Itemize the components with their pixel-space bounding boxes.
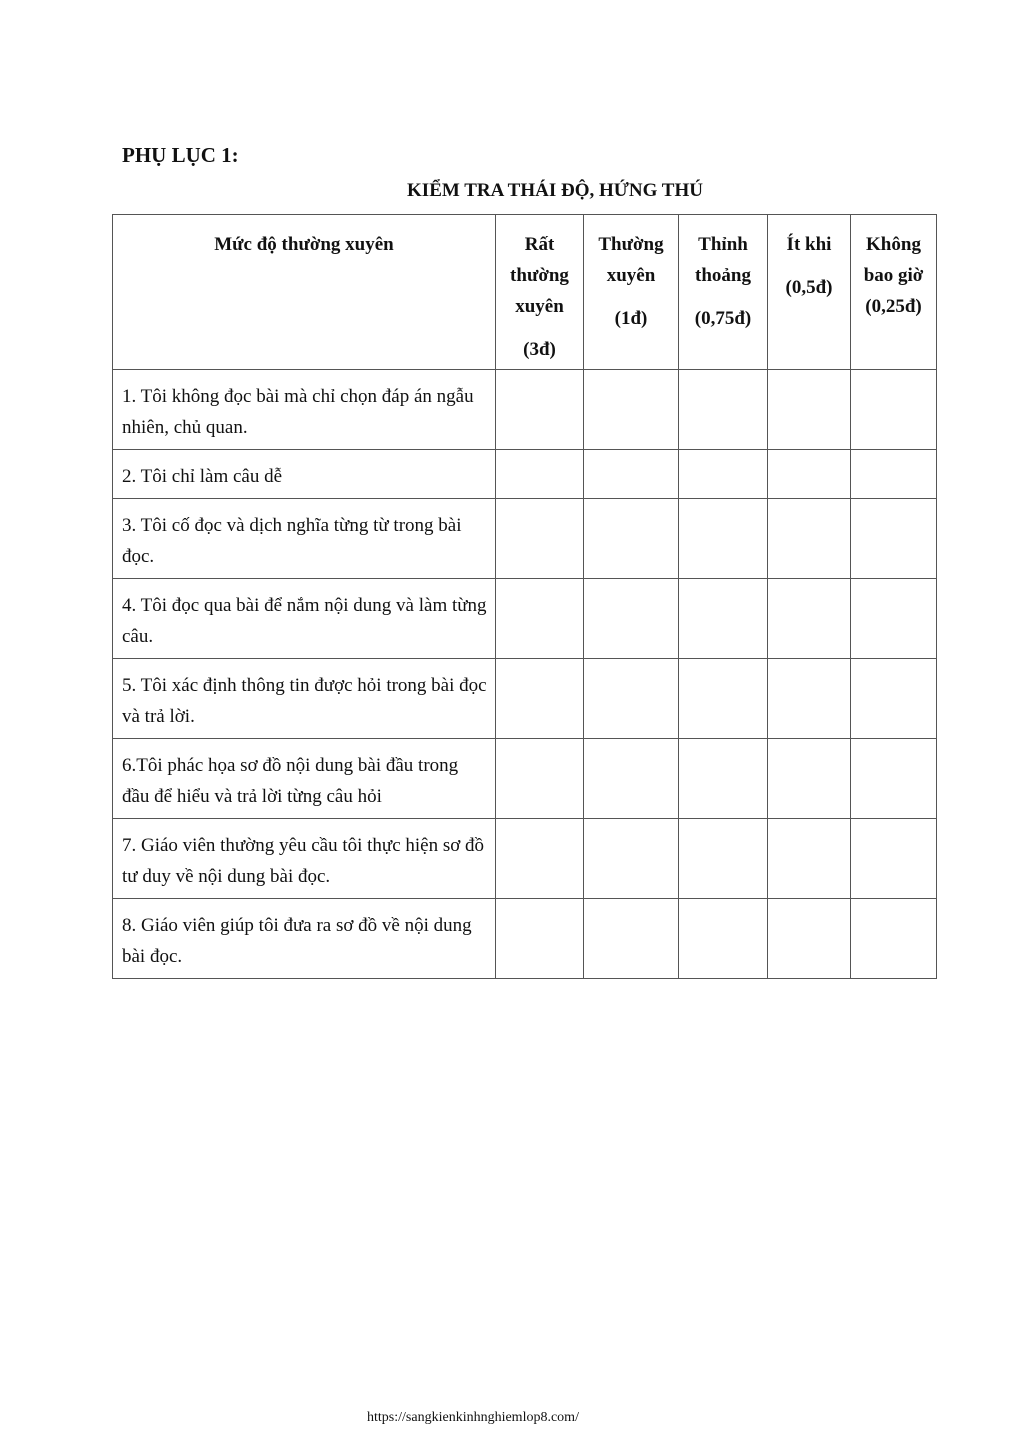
header-rarely <box>768 215 851 370</box>
answer-cell[interactable] <box>768 370 851 450</box>
answer-cell[interactable] <box>679 739 768 819</box>
header-very-often <box>496 215 584 370</box>
answer-cell[interactable] <box>496 450 584 499</box>
table-row <box>113 819 937 899</box>
answer-cell[interactable] <box>679 450 768 499</box>
answer-cell[interactable] <box>768 499 851 579</box>
answer-cell[interactable] <box>851 370 937 450</box>
statement-cell: 1. Tôi không đọc bài mà chỉ chọn đáp án ngẫu nhiên, chủ quan. <box>113 370 496 450</box>
table-row <box>113 450 937 499</box>
statement-cell: 7. Giáo viên thường yêu cầu tôi thực hiện sơ đồ tư duy về nội dung bài đọc. <box>113 819 496 899</box>
answer-cell[interactable] <box>768 659 851 739</box>
statement-cell: 6.Tôi phác họa sơ đồ nội dung bài đầu trong đầu để hiểu và trả lời từng câu hỏi <box>113 739 496 819</box>
footer-url[interactable]: https://sangkienkinhnghiemlop8.com/ <box>367 1410 579 1425</box>
statement-cell: 8. Giáo viên giúp tôi đưa ra sơ đồ về nội dung bài đọc. <box>113 899 496 979</box>
column-score: (0,75đ) <box>694 308 752 329</box>
answer-cell[interactable] <box>851 819 937 899</box>
statement-cell: 4. Tôi đọc qua bài để nắm nội dung và làm từng câu. <box>113 579 496 659</box>
answer-cell[interactable] <box>768 899 851 979</box>
table-row <box>113 899 937 979</box>
header-frequency-label: Mức độ thường xuyên <box>214 234 394 255</box>
answer-cell[interactable] <box>768 819 851 899</box>
table-row <box>113 659 937 739</box>
answer-cell[interactable] <box>584 499 679 579</box>
column-label: Ít khi <box>786 234 832 255</box>
answer-cell[interactable] <box>768 739 851 819</box>
header-never <box>851 215 937 370</box>
answer-cell[interactable] <box>851 450 937 499</box>
answer-cell[interactable] <box>584 739 679 819</box>
column-label: Thỉnh thoảng <box>695 234 751 286</box>
answer-cell[interactable] <box>679 499 768 579</box>
table-title: KIỂM TRA THÁI ĐỘ, HỨNG THÚ <box>407 180 703 201</box>
answer-cell[interactable] <box>584 370 679 450</box>
answer-cell[interactable] <box>496 899 584 979</box>
answer-cell[interactable] <box>496 370 584 450</box>
answer-cell[interactable] <box>851 579 937 659</box>
answer-cell[interactable] <box>679 899 768 979</box>
table-header-row <box>113 215 937 370</box>
answer-cell[interactable] <box>584 450 679 499</box>
answer-cell[interactable] <box>496 819 584 899</box>
table-row <box>113 739 937 819</box>
answer-cell[interactable] <box>679 370 768 450</box>
answer-cell[interactable] <box>584 899 679 979</box>
header-frequency-level <box>113 215 496 370</box>
answer-cell[interactable] <box>851 499 937 579</box>
column-score: (1đ) <box>614 308 648 329</box>
statement-cell: 2. Tôi chỉ làm câu dễ <box>113 450 496 499</box>
answer-cell[interactable] <box>496 579 584 659</box>
header-sometimes <box>679 215 768 370</box>
answer-cell[interactable] <box>496 659 584 739</box>
table-row <box>113 370 937 450</box>
answer-cell[interactable] <box>584 579 679 659</box>
answer-cell[interactable] <box>584 659 679 739</box>
header-often <box>584 215 679 370</box>
column-label: Không bao giờ <box>863 234 924 286</box>
answer-cell[interactable] <box>496 499 584 579</box>
table-row <box>113 499 937 579</box>
column-label: Thường xuyên <box>598 234 664 286</box>
statement-cell: 5. Tôi xác định thông tin được hỏi trong bài đọc và trả lời. <box>113 659 496 739</box>
answer-cell[interactable] <box>768 579 851 659</box>
answer-cell[interactable] <box>584 819 679 899</box>
column-score: (3đ) <box>523 339 556 360</box>
column-score: (0,25đ) <box>865 296 922 317</box>
answer-cell[interactable] <box>851 899 937 979</box>
answer-cell[interactable] <box>679 819 768 899</box>
answer-cell[interactable] <box>768 450 851 499</box>
answer-cell[interactable] <box>496 739 584 819</box>
table-row <box>113 579 937 659</box>
attitude-survey-table <box>112 214 937 979</box>
answer-cell[interactable] <box>851 659 937 739</box>
answer-cell[interactable] <box>679 659 768 739</box>
statement-cell: 3. Tôi cố đọc và dịch nghĩa từng từ trong bài đọc. <box>113 499 496 579</box>
appendix-title: PHỤ LỤC 1: <box>122 143 239 167</box>
answer-cell[interactable] <box>851 739 937 819</box>
answer-cell[interactable] <box>679 579 768 659</box>
column-label: Rất thường xuyên <box>510 234 569 317</box>
column-score: (0,5đ) <box>785 277 833 298</box>
